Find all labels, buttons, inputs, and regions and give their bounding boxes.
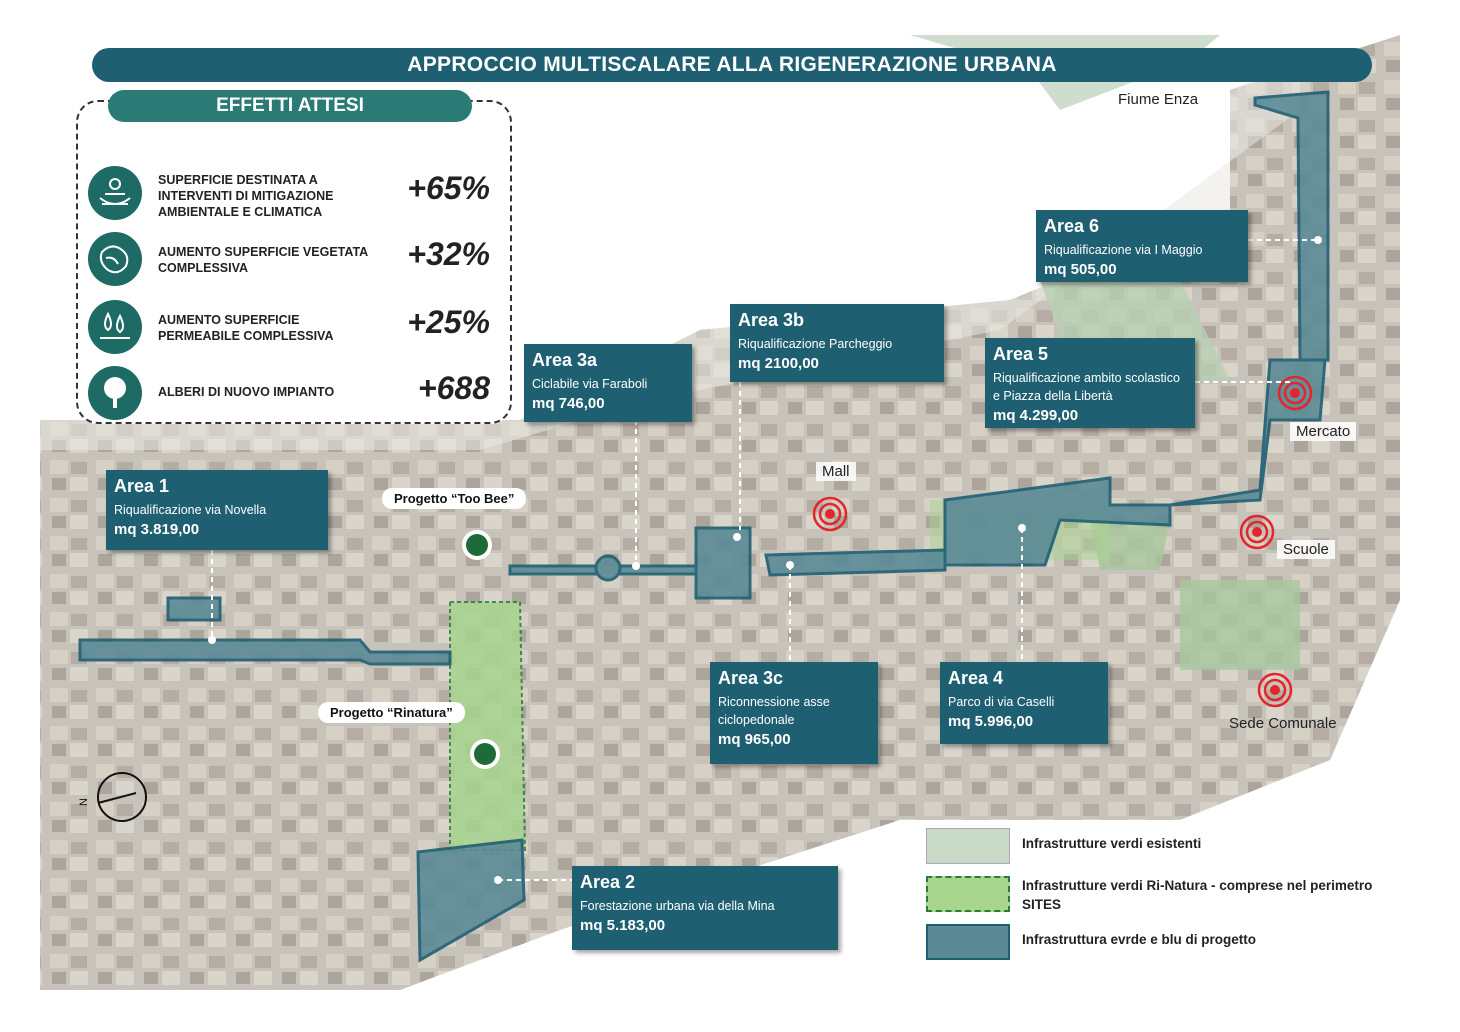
scuole-label: Scuole — [1277, 540, 1335, 559]
area-3a-callout[interactable]: Area 3a Ciclabile via Faraboli mq 746,00 — [524, 344, 692, 422]
legend-swatch — [926, 876, 1010, 912]
rinatura-zone — [450, 602, 525, 850]
water-drops-icon — [88, 300, 142, 354]
mitigation-icon — [88, 166, 142, 220]
tree-icon — [88, 366, 142, 420]
mall-label: Mall — [816, 462, 856, 481]
compass-north-label: N — [77, 798, 90, 806]
rinatura-project-label: Progetto “Rinatura” — [318, 702, 465, 723]
area-6-callout[interactable]: Area 6 Riqualificazione via I Maggio mq 505,00 — [1036, 210, 1248, 282]
effect-item: SUPERFICIE DESTINATA A INTERVENTI DI MITIGAZIONE AMBIENTALE E CLIMATICA +65% — [86, 166, 506, 226]
effect-item: AUMENTO SUPERFICIE VEGETATA COMPLESSIVA +32% — [86, 232, 506, 292]
page-title: APPROCCIO MULTISCALARE ALLA RIGENERAZIONE URBANA — [92, 48, 1372, 82]
legend-item-project: Infrastruttura evrde e blu di progetto — [926, 924, 1426, 964]
mercato-label: Mercato — [1290, 422, 1356, 441]
legend-swatch — [926, 924, 1010, 960]
area-3b-callout[interactable]: Area 3b Riqualificazione Parcheggio mq 2100,00 — [730, 304, 944, 382]
sede-comunale-label: Sede Comunale — [1229, 715, 1337, 732]
vegetation-icon — [88, 232, 142, 286]
too-bee-project-label: Progetto “Too Bee” — [382, 488, 526, 509]
area-3c-callout[interactable]: Area 3c Riconnessione asse ciclopedonale mq 965,00 — [710, 662, 878, 764]
area-1-callout[interactable]: Area 1 Riqualificazione via Novella mq 3.819,00 — [106, 470, 328, 550]
legend-item-existing: Infrastrutture verdi esistenti — [926, 828, 1426, 868]
effect-item: AUMENTO SUPERFICIE PERMEABILE COMPLESSIVA +25% — [86, 300, 506, 360]
area-5-callout[interactable]: Area 5 Riqualificazione ambito scolastico e Piazza della Libertà mq 4.299,00 — [985, 338, 1195, 428]
effect-item: ALBERI DI NUOVO IMPIANTO +688 — [86, 366, 506, 426]
effects-panel — [76, 95, 512, 424]
legend-item-rinatura: Infrastrutture verdi Ri-Natura - comprese nel perimetro SITES — [926, 876, 1426, 916]
legend-swatch — [926, 828, 1010, 864]
fiume-enza-label: Fiume Enza — [1112, 90, 1204, 109]
area-2-callout[interactable]: Area 2 Forestazione urbana via della Mina mq 5.183,00 — [572, 866, 838, 950]
effects-header: EFFETTI ATTESI — [108, 90, 472, 122]
area-4-callout[interactable]: Area 4 Parco di via Caselli mq 5.996,00 — [940, 662, 1108, 744]
